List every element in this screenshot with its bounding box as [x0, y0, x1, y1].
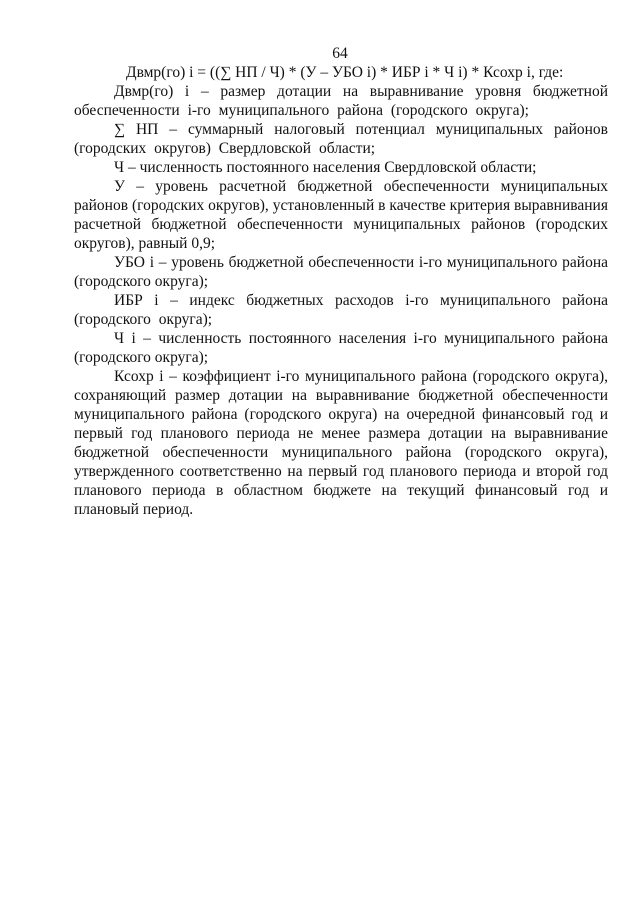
- definition-dvmr: Двмр(го) i – размер дотации на выравнивание уровня бюджетной обеспеченности i-го муниципального района (городского округа);: [74, 83, 608, 119]
- definition-ch: Ч – численность постоянного населения Свердловской области;: [114, 159, 537, 176]
- definition-u: У – уровень расчетной бюджетной обеспеченности муниципальных районов (городских округов), установленный в качестве критерия выравнивания расчетной бюджетной обеспеченности муниципальных районов (городских округов), равный 0,9;: [74, 178, 608, 252]
- definition-ksohr: Ксохр i – коэффициент i-го муниципального района (городского округа), сохраняющий размер дотации на выравнивание бюджетной обеспеченности муниципального района (городского округа) на очередной финансовый год и первый год планового периода не менее размера дотации на выравнивание бюджетной обеспеченности муниципального района (городского округа), утвержденного соответственно на первый год планового периода и второй год планового периода в областном бюджете на текущий финансовый год и плановый период.: [74, 368, 608, 518]
- document-body: [74, 63, 608, 519]
- definition-ch-i: Ч i – численность постоянного населения i-го муниципального района (городского округа);: [74, 330, 608, 366]
- formula-line: Двмр(го) i = ((∑ НП / Ч) * (У – УБО i) * ИБР i * Ч i) * Ксохр i, где:: [126, 64, 564, 81]
- page-number: 64: [332, 45, 348, 62]
- definition-sum-np: ∑ НП – суммарный налоговый потенциал муниципальных районов (городских округов) Свердловской области;: [74, 121, 608, 157]
- definition-ibr: ИБР i – индекс бюджетных расходов i-го муниципального района (городского округа);: [74, 292, 608, 328]
- definition-ubo: УБО i – уровень бюджетной обеспеченности i-го муниципального района (городского округа);: [74, 254, 608, 290]
